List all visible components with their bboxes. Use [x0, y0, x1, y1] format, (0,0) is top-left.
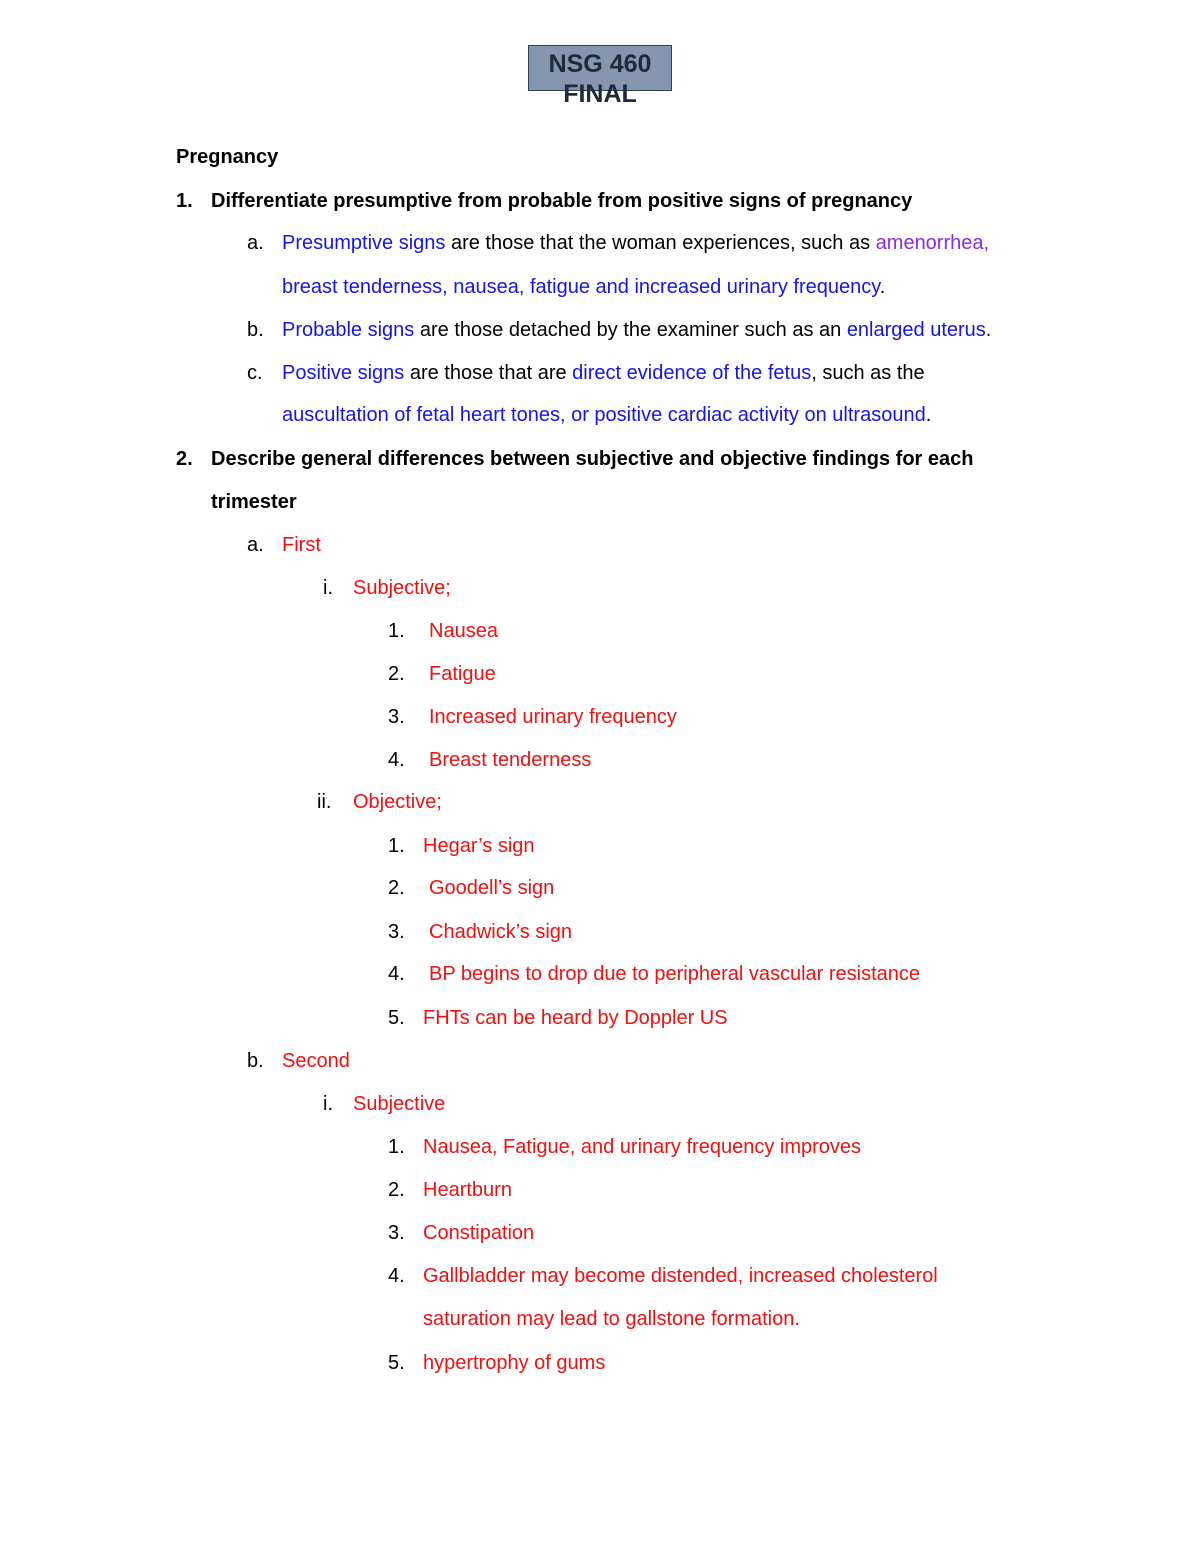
positive-text-2: , such as the — [811, 362, 925, 384]
item-number: 4. — [388, 1265, 405, 1287]
q2-text-line1: Describe general differences between subjective and objective findings for each — [211, 448, 974, 470]
second-subjective-marker: i. — [323, 1093, 333, 1115]
second-trimester-label: Second — [282, 1050, 350, 1072]
second-subjective-label: Subjective — [353, 1093, 446, 1115]
second-marker: b. — [247, 1050, 264, 1072]
first-trimester-label: First — [282, 534, 321, 556]
section-heading: Pregnancy — [176, 146, 279, 168]
q1-b-line1 — [282, 318, 991, 342]
q2-text-line2: trimester — [211, 491, 297, 513]
item-number: 3. — [388, 921, 405, 943]
first-subjective-item: Nausea — [429, 620, 498, 642]
first-subjective-item: Increased urinary frequency — [429, 706, 677, 728]
item-number: 4. — [388, 749, 405, 771]
q1-a-marker: a. — [247, 232, 264, 254]
second-subjective-item: Nausea, Fatigue, and urinary frequency improves — [423, 1136, 862, 1158]
q1-c-marker: c. — [247, 362, 263, 384]
first-objective-label: Objective; — [353, 791, 442, 813]
q1-text: Differentiate presumptive from probable from positive signs of pregnancy — [211, 190, 913, 212]
second-subjective-item-continued: saturation may lead to gallstone formation. — [423, 1308, 800, 1330]
item-number: 3. — [388, 1222, 405, 1244]
second-subjective-item: Gallbladder may become distended, increased cholesterol — [423, 1265, 938, 1287]
first-objective-item: BP begins to drop due to peripheral vascular resistance — [429, 963, 921, 985]
q1-a-line1 — [282, 231, 989, 255]
second-subjective-item: Heartburn — [423, 1179, 512, 1201]
first-objective-item: Hegar’s sign — [423, 835, 535, 857]
second-subjective-item: Constipation — [423, 1222, 535, 1244]
item-number: 4. — [388, 963, 405, 985]
item-number: 1. — [388, 835, 405, 857]
item-number: 2. — [388, 877, 405, 899]
first-objective-marker: ii. — [317, 791, 332, 813]
q1-a-line2 — [282, 275, 885, 299]
first-objective-item: FHTs can be heard by Doppler US — [423, 1007, 728, 1029]
q1-number: 1. — [176, 190, 193, 212]
item-number: 1. — [388, 620, 405, 642]
second-subjective-item: hypertrophy of gums — [423, 1352, 606, 1374]
document-title: NSG 460 FINAL — [548, 50, 652, 108]
presumptive-end: . — [879, 276, 886, 298]
probable-highlight: enlarged uterus — [846, 319, 986, 341]
first-marker: a. — [247, 534, 264, 556]
q1-c-line1 — [282, 361, 925, 385]
presumptive-highlight: amenorrhea, — [875, 232, 990, 254]
q1-b-marker: b. — [247, 319, 264, 341]
item-number: 2. — [388, 1179, 405, 1201]
q1-c-line2 — [282, 403, 931, 427]
document-title-box — [528, 45, 672, 108]
first-subjective-marker: i. — [323, 577, 333, 599]
probable-end: . — [985, 319, 992, 341]
probable-text: are those detached by the examiner such as an — [414, 319, 847, 341]
q2-number: 2. — [176, 448, 193, 470]
item-number: 5. — [388, 1007, 405, 1029]
positive-text: are those that are — [404, 362, 573, 384]
positive-highlight: direct evidence of the fetus — [572, 362, 812, 384]
positive-end: . — [925, 404, 932, 426]
positive-term: Positive signs — [282, 362, 405, 384]
probable-term: Probable signs — [282, 319, 415, 341]
first-subjective-label: Subjective; — [353, 577, 451, 599]
positive-signs-list: auscultation of fetal heart tones, or positive cardiac activity on ultrasound — [282, 404, 926, 426]
first-subjective-item: Breast tenderness — [429, 749, 592, 771]
item-number: 2. — [388, 663, 405, 685]
item-number: 3. — [388, 706, 405, 728]
item-number: 1. — [388, 1136, 405, 1158]
first-objective-item: Chadwick’s sign — [429, 921, 573, 943]
presumptive-text: are those that the woman experiences, such as — [445, 232, 876, 254]
item-number: 5. — [388, 1352, 405, 1374]
presumptive-term: Presumptive signs — [282, 232, 446, 254]
first-subjective-item: Fatigue — [429, 663, 496, 685]
presumptive-signs-list: breast tenderness, nausea, fatigue and increased urinary frequency — [282, 276, 880, 298]
first-objective-item: Goodell’s sign — [429, 877, 555, 899]
